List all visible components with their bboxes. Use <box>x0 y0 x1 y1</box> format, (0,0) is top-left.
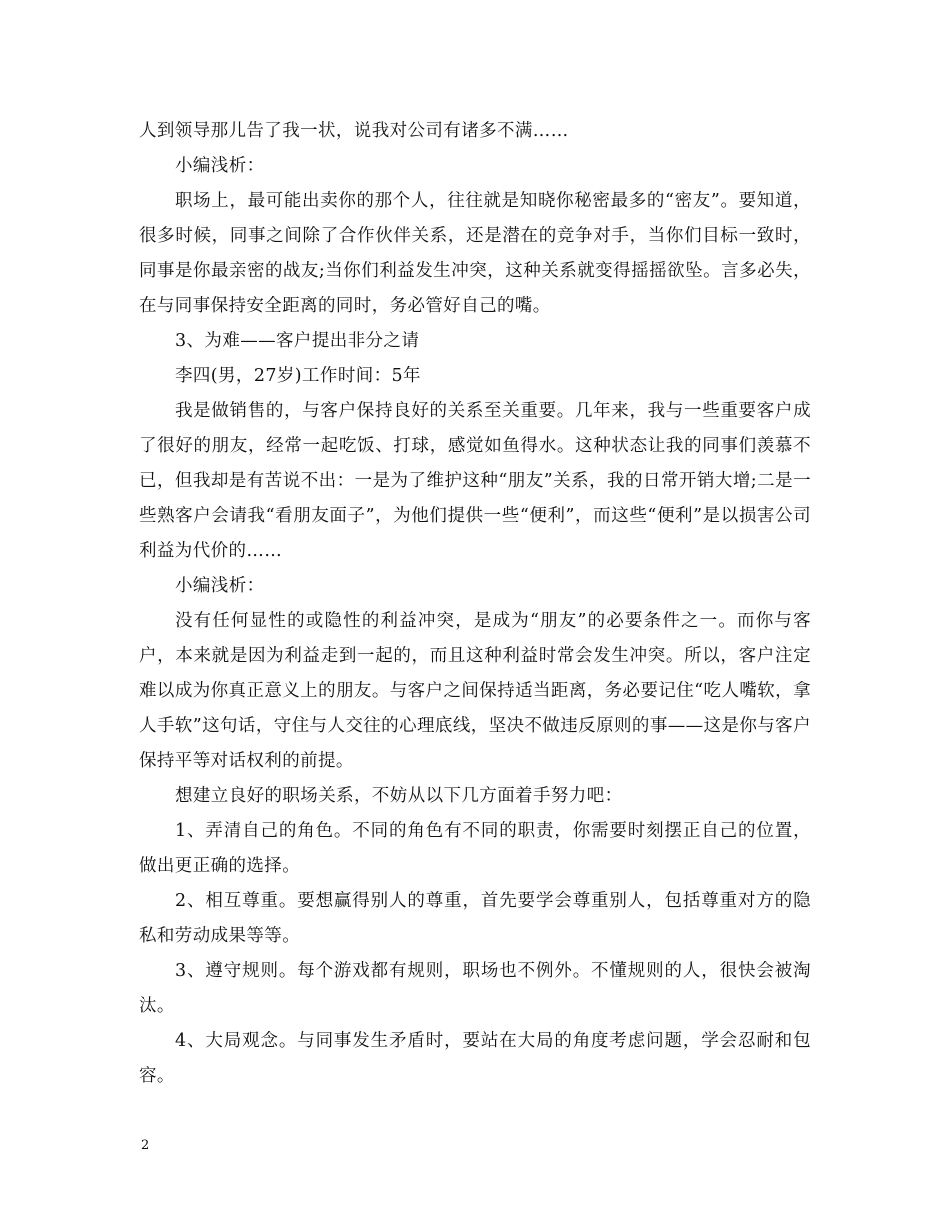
document-body <box>139 114 811 1094</box>
paragraph-editor-analysis-heading: 小编浅析： <box>175 156 265 176</box>
paragraph-person-info: 李四(男，27岁)工作时间：5年 <box>175 366 421 386</box>
paragraph-tip-2: 2、相互尊重。要想赢得别人的尊重，首先要学会尊重别人，包括尊重对方的隐私和劳动成果等等。 <box>139 891 811 946</box>
paragraph-tip-1: 1、弄清自己的角色。不同的角色有不同的职责，你需要时刻摆正自己的位置，做出更正确的选择。 <box>139 821 811 876</box>
page-number: 2 <box>141 1138 150 1153</box>
paragraph-case-story: 我是做销售的，与客户保持良好的关系至关重要。几年来，我与一些重要客户成了很好的朋友，经常一起吃饭、打球，感觉如鱼得水。这种状态让我的同事们羡慕不已，但我却是有苦说不出：一是为了维护这种“朋友”关系，我的日常开销大增;二是一些熟客户会请我“看朋友面子”，为他们提供一些“便利”，而这些“便利”是以损害公司利益为代价的…… <box>139 401 811 561</box>
paragraph-analysis-1: 职场上，最可能出卖你的那个人，往往就是知晓你秘密最多的“密友”。要知道，很多时候，同事之间除了合作伙伴关系，还是潜在的竞争对手，当你们目标一致时，同事是你最亲密的战友;当你们利益发生冲突，这种关系就变得摇摇欲坠。言多必失，在与同事保持安全距离的同时，务必管好自己的嘴。 <box>139 191 811 316</box>
paragraph-analysis-2: 没有任何显性的或隐性的利益冲突，是成为“朋友”的必要条件之一。而你与客户，本来就是因为利益走到一起的，而且这种利益时常会发生冲突。所以，客户注定难以成为你真正意义上的朋友。与客户之间保持适当距离，务必要记住“吃人嘴软，拿人手软”这句话，守住与人交往的心理底线，坚决不做违反原则的事——这是你与客户保持平等对话权利的前提。 <box>139 611 811 771</box>
paragraph-tip-3: 3、遵守规则。每个游戏都有规则，职场也不例外。不懂规则的人，很快会被淘汰。 <box>139 961 811 1016</box>
paragraph-editor-analysis-heading-2: 小编浅析： <box>175 576 265 596</box>
paragraph-tips-intro: 想建立良好的职场关系，不妨从以下几方面着手努力吧： <box>175 786 623 806</box>
paragraph-continuation: 人到领导那儿告了我一状，说我对公司有诸多不满…… <box>139 121 569 141</box>
paragraph-tip-4: 4、大局观念。与同事发生矛盾时，要站在大局的角度考虑问题，学会忍耐和包容。 <box>139 1031 811 1086</box>
paragraph-section-heading-3: 3、为难——客户提出非分之请 <box>175 331 420 351</box>
